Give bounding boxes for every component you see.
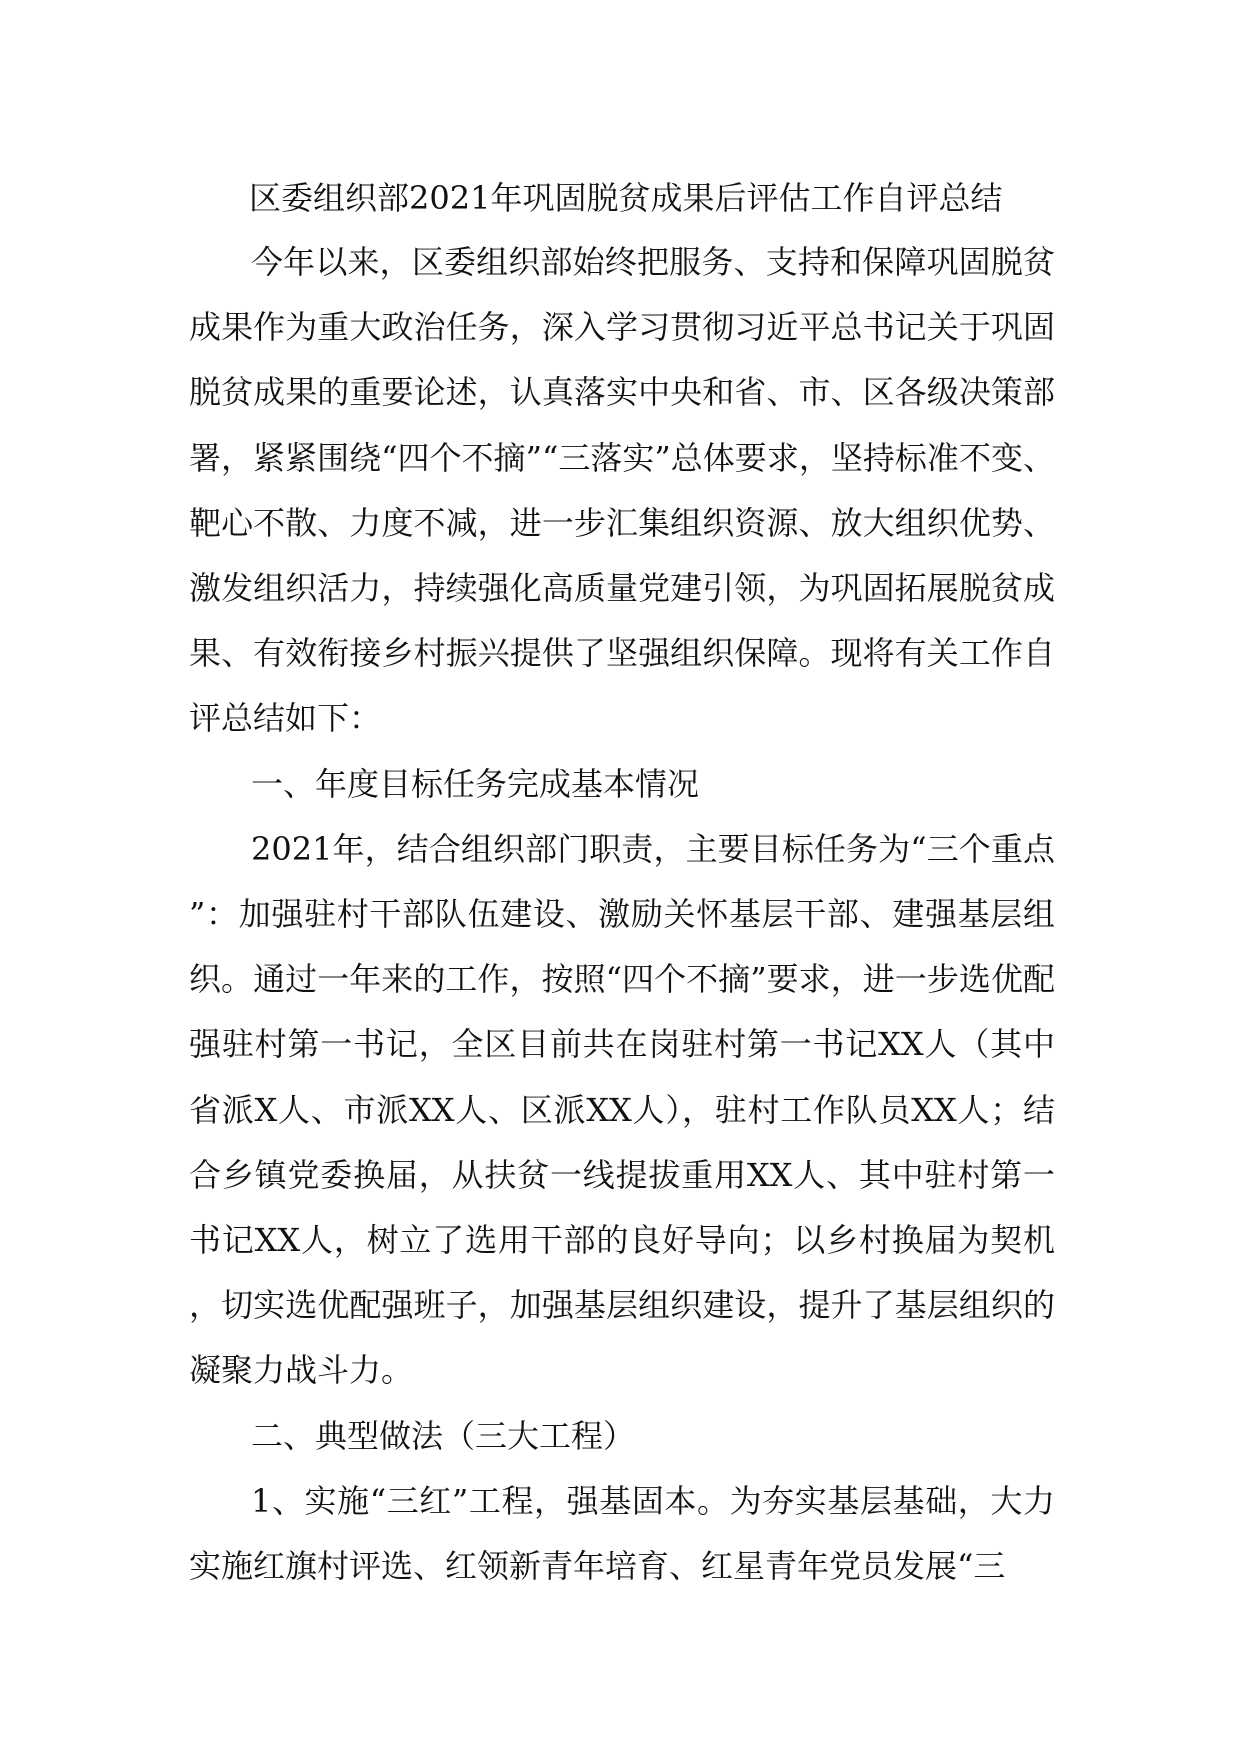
section-2-heading: 二、典型做法（三大工程） bbox=[251, 1416, 636, 1455]
section-1-paragraph: 2021年，结合组织部门职责，主要目标任务为“三个重点”：加强驻村干部队伍建设、激励关怀基层干部、建强基层组织。通过一年来的工作，按照“四个不摘”要求，进一步选优配强驻村第一书记，全区目前共在岗驻村第一书记XX人（其中省派X人、市派XX人、区派XX人），驻村工作队员XX人；结合乡镇党委换届，从扶贫一线提拔重用XX人、其中驻村第一书记XX人，树立了选用干部的良好导向；以乡村换届为契机，切实选优配强班子，加强基层组织建设，提升了基层组织的凝聚力战斗力。 bbox=[189, 829, 1055, 1390]
intro-paragraph: 今年以来，区委组织部始终把服务、支持和保障巩固脱贫成果作为重大政治任务，深入学习贯彻习近平总书记关于巩固脱贫成果的重要论述，认真落实中央和省、市、区各级决策部署，紧紧围绕“四个不摘”“三落实”总体要求，坚持标准不变、靶心不散、力度不减，进一步汇集组织资源、放大组织优势、激发组织活力，持续强化高质量党建引领，为巩固拓展脱贫成果、有效衔接乡村振兴提供了坚强组织保障。现将有关工作自评总结如下： bbox=[189, 243, 1055, 738]
document-body bbox=[189, 166, 1055, 1599]
section-2-item-1: 1、实施“三红”工程，强基固本。为夯实基层基础，大力实施红旗村评选、红领新青年培育、红星青年党员发展“三 bbox=[189, 1481, 1055, 1586]
document-title: 区委组织部2021年巩固脱贫成果后评估工作自评总结 bbox=[249, 179, 1003, 217]
section-1-heading: 一、年度目标任务完成基本情况 bbox=[251, 764, 700, 803]
